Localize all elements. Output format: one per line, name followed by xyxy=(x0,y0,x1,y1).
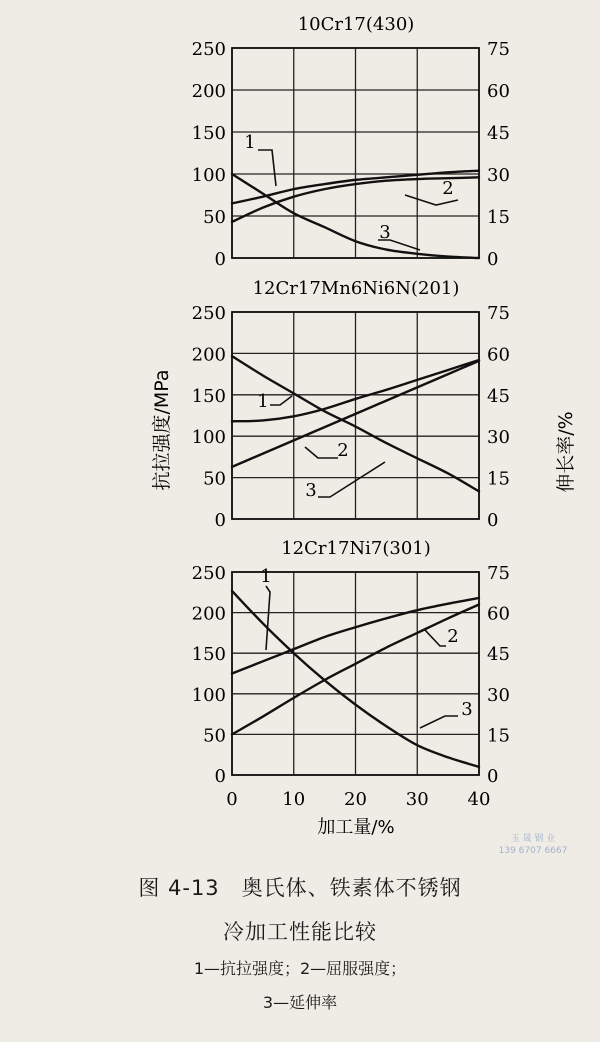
y-left-tick-label: 250 xyxy=(191,39,226,60)
y-left-tick-label: 50 xyxy=(203,468,226,490)
y-left-tick-label: 150 xyxy=(191,385,226,407)
y-right-tick-label: 30 xyxy=(487,165,510,186)
series-label-2: 2 xyxy=(442,178,454,199)
y-right-tick-label: 15 xyxy=(487,207,510,228)
series-label-3: 3 xyxy=(379,222,391,243)
y-right-tick-label: 0 xyxy=(487,510,499,531)
y-left-tick-label: 100 xyxy=(191,165,226,186)
y-right-tick-label: 45 xyxy=(487,123,510,144)
y-left-tick-label: 250 xyxy=(191,563,226,584)
y-right-tick-label: 45 xyxy=(487,644,510,666)
chart-panel-2 xyxy=(192,278,510,531)
y-right-tick-label: 15 xyxy=(487,468,510,490)
x-tick-label: 10 xyxy=(282,789,306,810)
y-right-tick-label: 60 xyxy=(487,344,510,366)
series-label-1: 1 xyxy=(244,132,256,153)
legend-description: 1—抗拉强度；2—屈服强度； xyxy=(193,959,407,978)
y-right-tick-label: 45 xyxy=(487,385,510,407)
y-right-tick-label: 0 xyxy=(487,766,499,787)
series-leader-3 xyxy=(318,462,385,497)
y-right-tick-label: 15 xyxy=(487,725,510,747)
series-label-3: 3 xyxy=(461,699,473,720)
series-leader-2 xyxy=(305,447,338,458)
y-left-tick-label: 150 xyxy=(191,123,226,144)
x-tick-label: 0 xyxy=(226,789,238,810)
series-leader-3 xyxy=(420,716,458,728)
y-left-tick-label: 100 xyxy=(191,684,226,706)
y-left-tick-label: 50 xyxy=(203,207,226,228)
y-right-tick-label: 75 xyxy=(487,303,510,324)
x-tick-label: 20 xyxy=(344,789,367,810)
chart-title: 12Cr17Ni7(301) xyxy=(281,538,431,559)
y-left-tick-label: 150 xyxy=(191,644,226,666)
y-right-tick-label: 60 xyxy=(487,81,510,102)
series-label-2: 2 xyxy=(447,626,459,647)
series-leader-1 xyxy=(270,396,292,405)
series-leader-2 xyxy=(425,630,446,646)
y-left-tick-label: 0 xyxy=(214,766,226,787)
x-tick-label: 40 xyxy=(467,789,491,810)
series-leader-1 xyxy=(258,150,276,186)
chart-panel-1 xyxy=(192,14,510,270)
y-right-axis-label: 伸长率/% xyxy=(555,411,577,493)
y-left-tick-label: 0 xyxy=(214,249,226,270)
y-left-tick-label: 200 xyxy=(191,81,226,102)
y-left-tick-label: 100 xyxy=(191,427,226,449)
y-right-tick-label: 0 xyxy=(487,249,499,270)
series-leader-1 xyxy=(266,586,270,650)
y-right-tick-label: 75 xyxy=(487,563,510,584)
figure-caption-line2: 冷加工性能比较 xyxy=(223,920,377,944)
y-right-tick-label: 60 xyxy=(487,603,510,625)
series-label-3: 3 xyxy=(305,480,317,501)
series-label-1: 1 xyxy=(260,566,272,587)
y-left-axis-label: 抗拉强度/MPa xyxy=(151,369,173,491)
y-right-tick-label: 75 xyxy=(487,39,510,60)
series-label-1: 1 xyxy=(257,391,269,412)
series-label-2: 2 xyxy=(337,440,349,461)
x-axis-label: 加工量/% xyxy=(317,817,395,838)
watermark xyxy=(488,833,578,857)
watermark-line1: 玉 晟 钢 业 xyxy=(510,834,556,844)
watermark-line2: 139 6707 6667 xyxy=(498,846,568,856)
x-tick-label: 30 xyxy=(405,789,429,810)
y-left-tick-label: 200 xyxy=(191,344,226,366)
legend-description-line2: 3—延伸率 xyxy=(262,993,338,1012)
y-left-tick-label: 250 xyxy=(191,303,226,324)
y-left-tick-label: 50 xyxy=(203,725,226,747)
chart-title: 10Cr17(430) xyxy=(297,14,415,35)
y-right-tick-label: 30 xyxy=(487,427,510,449)
y-right-tick-label: 30 xyxy=(487,684,510,706)
figure-caption: 图 4-13 奥氏体、铁素体不锈钢 xyxy=(138,876,462,900)
y-left-tick-label: 0 xyxy=(214,510,226,531)
chart-title: 12Cr17Mn6Ni6N(201) xyxy=(252,278,460,299)
chart-panel-3 xyxy=(192,538,510,810)
y-left-tick-label: 200 xyxy=(191,603,226,625)
